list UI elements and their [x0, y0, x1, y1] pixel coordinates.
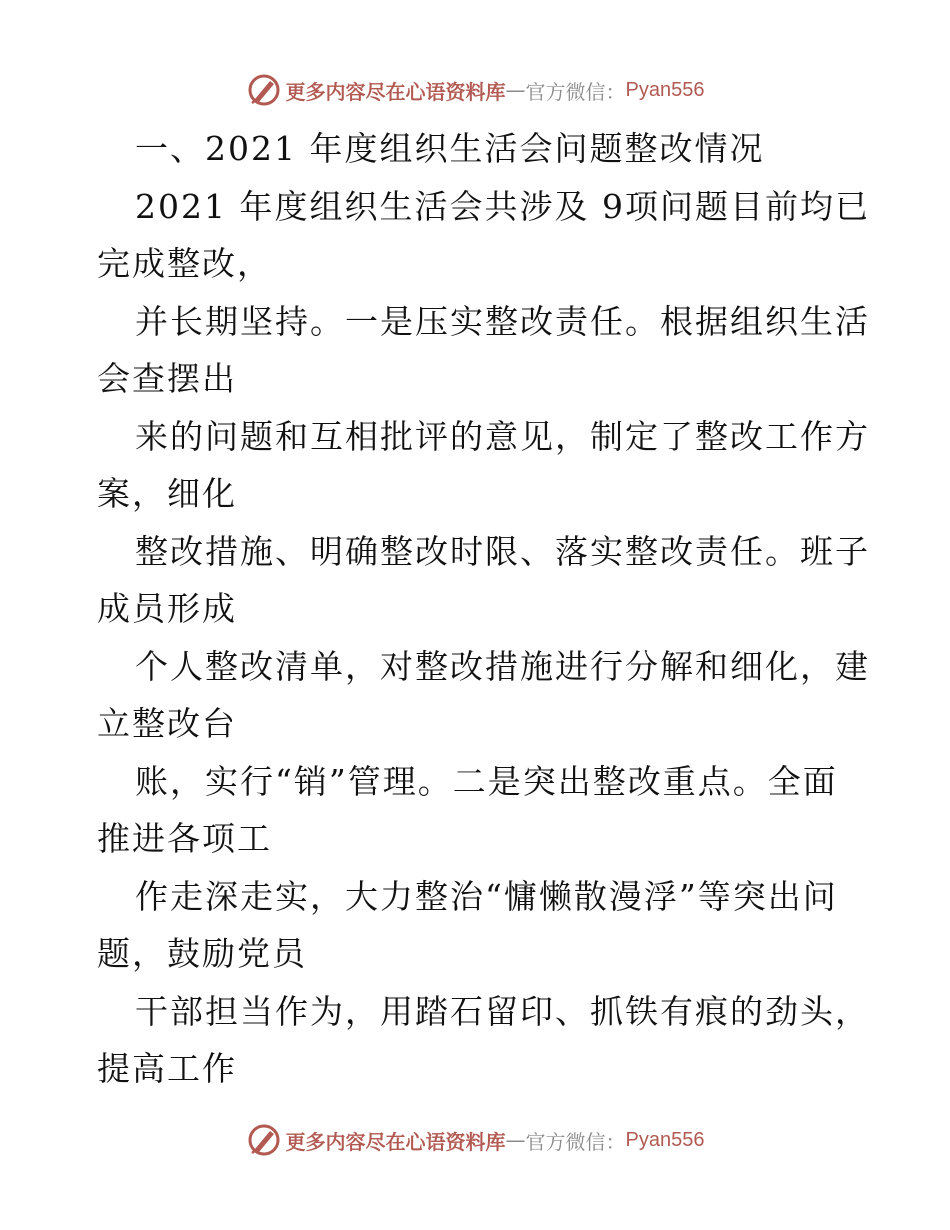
paragraph-line: 题，鼓励党员 — [97, 934, 307, 973]
watermark-dash: — — [505, 1128, 526, 1152]
paragraph-line: 立整改台 — [97, 704, 237, 743]
quill-pen-logo-icon — [246, 1122, 282, 1158]
watermark-account: Pyan556 — [625, 78, 705, 101]
document-body — [97, 120, 870, 1098]
paragraph-line: 账，实行“销”管理。二是突出整改重点。全面 — [135, 761, 838, 801]
watermark-account: Pyan556 — [625, 1128, 705, 1151]
paragraph-line: 干部担当作为，用踏石留印、抓铁有痕的劲头， — [135, 991, 870, 1031]
paragraph-line: 整改措施、明确整改时限、落实整改责任。班子 — [135, 531, 870, 571]
quill-pen-logo-icon — [246, 72, 282, 108]
paragraph-line: 来的问题和互相批评的意见，制定了整改工作方 — [135, 416, 870, 456]
watermark-wechat-label: 官方微信： — [525, 1129, 626, 1154]
watermark-brand-text: 更多内容尽在心语资料库 — [285, 1129, 506, 1154]
paragraph-line: 案，细化 — [97, 474, 237, 513]
footer-watermark — [0, 1120, 950, 1160]
paragraph-line: 完成整改， — [97, 244, 272, 283]
watermark-dash: — — [505, 78, 526, 102]
watermark-brand-text: 更多内容尽在心语资料库 — [285, 79, 506, 104]
paragraph-line: 2021 年度组织生活会共涉及 9项问题目前均已 — [135, 186, 870, 226]
paragraph-line: 会查摆出 — [97, 359, 237, 398]
watermark-wechat-label: 官方微信： — [525, 79, 626, 104]
paragraph-line: 推进各项工 — [97, 819, 272, 858]
paragraph-line: 个人整改清单，对整改措施进行分解和细化，建 — [135, 646, 870, 686]
paragraph-line: 作走深走实，大力整治“慵懒散漫浮”等突出问 — [135, 876, 838, 916]
header-watermark — [0, 70, 950, 110]
section-heading: 一、2021 年度组织生活会问题整改情况 — [135, 129, 765, 168]
paragraph-line: 成员形成 — [97, 589, 237, 628]
paragraph-line: 提高工作 — [97, 1049, 237, 1088]
paragraph-line: 并长期坚持。一是压实整改责任。根据组织生活 — [135, 301, 870, 341]
